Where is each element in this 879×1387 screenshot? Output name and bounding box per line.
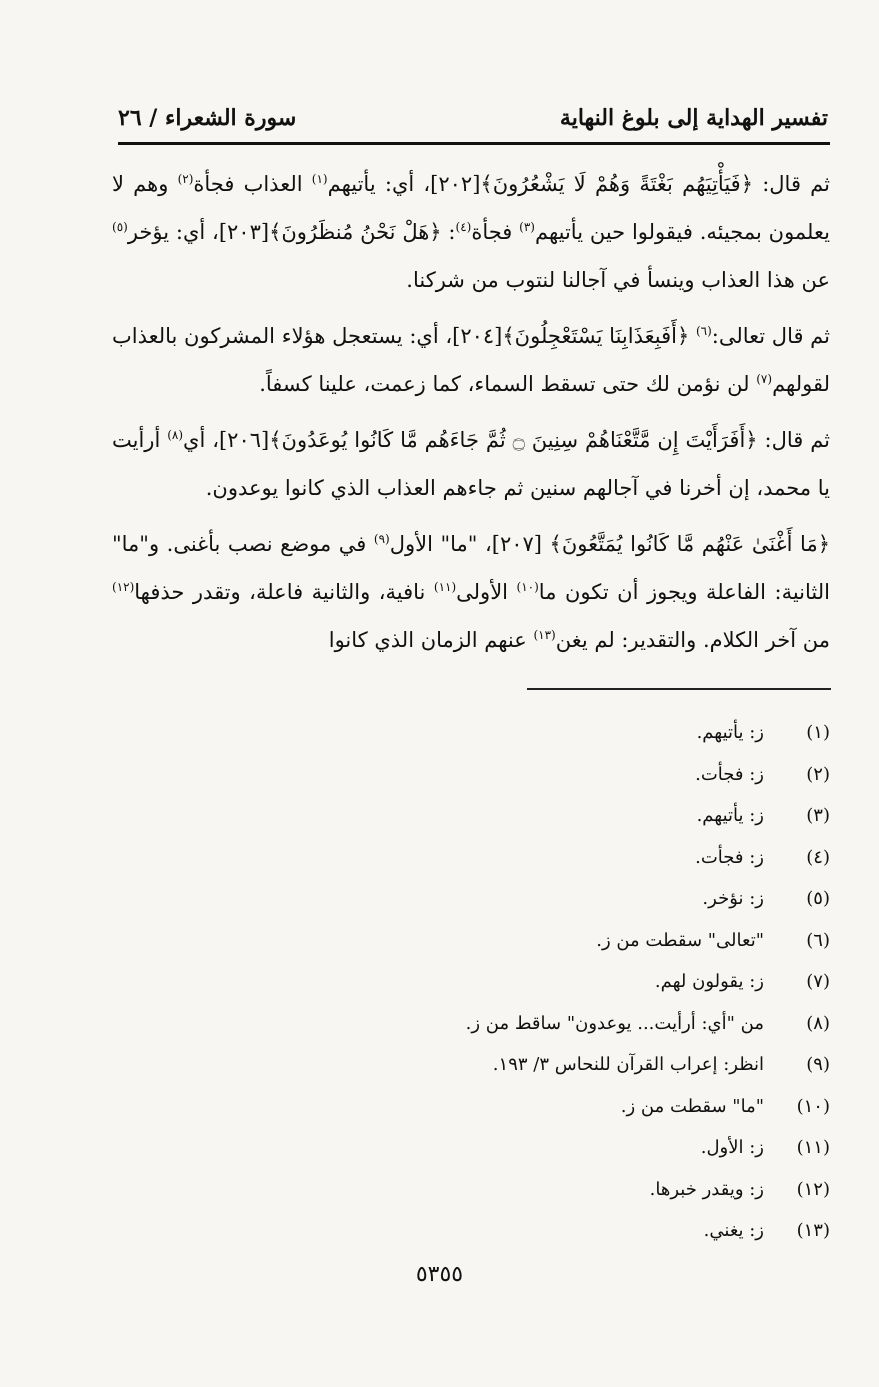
footnote-separator <box>527 688 831 690</box>
paragraph-1 <box>112 160 830 304</box>
text-run: ثم قال: <box>753 172 830 196</box>
footnote-number: (٨) <box>806 1012 830 1034</box>
footnote-ref[interactable]: (٦) <box>695 324 712 338</box>
footnote-number: (٤) <box>806 846 830 868</box>
footnote-number: (٩) <box>806 1054 830 1076</box>
footnote-item <box>300 1003 830 1045</box>
text-run: فجأة <box>471 220 520 244</box>
text-run: ثم قال تعالى: <box>711 324 830 348</box>
page-number: ٥٣٥٥ <box>415 1262 464 1287</box>
footnote-number: (١٠) <box>796 1095 830 1117</box>
footnote-text: ز: يغني. <box>703 1220 764 1242</box>
text-run: [٢٠٦]، أي <box>183 428 270 452</box>
text-run: من آخر الكلام. والتقدير: لم يغن <box>555 628 830 652</box>
footnote-item <box>300 754 830 796</box>
footnotes-list <box>300 712 830 1252</box>
footnote-number: (١٢) <box>796 1178 830 1200</box>
footnote-item <box>300 1210 830 1252</box>
text-run: الأولى <box>456 580 517 604</box>
main-text <box>112 160 830 672</box>
footnote-text: ز: يأتيهم. <box>696 805 764 827</box>
quran-verse: ﴿هَلْ نَحْنُ مُنظَرُونَ﴾ <box>269 220 442 244</box>
footnote-ref[interactable]: (٤) <box>455 220 472 234</box>
footnote-item <box>300 878 830 920</box>
text-run: [٢٠٢]، أي: يأتيهم <box>327 172 481 196</box>
footnote-number: (٢) <box>806 763 830 785</box>
footnote-item <box>300 1086 830 1128</box>
footnote-number: (٦) <box>806 929 830 951</box>
footnote-text: ز: يأتيهم. <box>696 722 764 744</box>
footnote-item <box>300 920 830 962</box>
footnote-text: "ما" سقطت من ز. <box>620 1095 764 1117</box>
text-run: نافية، والثانية فاعلة، وتقدر حذفها <box>134 580 434 604</box>
text-run: ثم قال: <box>757 428 831 452</box>
text-run: [٢٠٤]، أي: يستعجل هؤلاء المشركون بالعذاب لقولهم <box>111 324 830 396</box>
footnote-text: "تعالى" سقطت من ز. <box>596 929 764 951</box>
footnote-number: (٣) <box>806 805 830 827</box>
quran-verse: ﴿أَفَبِعَذَابِنَا يَسْتَعْجِلُونَ﴾ <box>502 324 696 348</box>
paragraph-4 <box>112 520 830 664</box>
text-run: أرأيت يا محمد، إن أخرنا في آجالهم سنين ثم جاءهم العذاب الذي كانوا يوعدون. <box>112 428 830 500</box>
footnote-ref[interactable]: (٣) <box>519 220 535 234</box>
footnote-item <box>300 961 830 1003</box>
footnote-item <box>300 712 830 754</box>
footnote-number: (٥) <box>806 888 830 910</box>
quran-verse: ﴿مَا أَغْنَىٰ عَنْهُم مَّا كَانُوا يُمَتَّعُونَ﴾ <box>549 532 830 556</box>
footnote-number: (١) <box>806 722 830 744</box>
footnote-text: ز: فجأت. <box>695 763 764 785</box>
surah-reference: سورة الشعراء / ٢٦ <box>118 105 297 131</box>
footnote-number: (٧) <box>806 971 830 993</box>
footnote-text: ز: الأول. <box>700 1137 764 1159</box>
text-run: [٢٠٧]، "ما" الأول <box>389 532 550 556</box>
text-run: في موضع نصب بأغنى. و"ما" الثانية: الفاعلة ويجوز أن تكون ما <box>112 532 830 604</box>
text-run: وهم لا يعلمون بمجيئه. فيقولوا حين يأتيهم <box>112 172 830 244</box>
book-title: تفسير الهداية إلى بلوغ النهاية <box>559 105 828 131</box>
footnote-ref[interactable]: (١١) <box>433 580 457 594</box>
text-run: عنهم الزمان الذي كانوا <box>328 628 534 652</box>
paragraph-2 <box>112 312 830 408</box>
header-rule <box>118 142 830 145</box>
footnote-item <box>300 1044 830 1086</box>
footnote-ref[interactable]: (٧) <box>756 372 773 386</box>
footnote-text: من "أي: أرأيت... يوعدون" ساقط من ز. <box>465 1012 764 1034</box>
footnote-ref[interactable]: (٢) <box>177 172 194 186</box>
footnote-ref[interactable]: (١٣) <box>533 628 556 642</box>
text-run: عن هذا العذاب وينسأ في آجالنا لنتوب من شركنا. <box>406 268 830 292</box>
text-run: [٢٠٣]، أي: يؤخر <box>127 220 270 244</box>
footnote-text: ز: فجأت. <box>695 846 764 868</box>
footnote-text: ز: ويقدر خبرها. <box>649 1178 764 1200</box>
footnote-ref[interactable]: (٩) <box>373 532 390 546</box>
text-run: : <box>441 220 456 244</box>
quran-verse: ﴿فَيَأْتِيَهُم بَغْتَةً وَهُمْ لَا يَشْعُرُونَ﴾ <box>480 172 754 196</box>
footnote-number: (١١) <box>796 1137 830 1159</box>
footnote-item <box>300 795 830 837</box>
running-header <box>118 96 828 140</box>
paragraph-3 <box>112 416 830 512</box>
footnote-item <box>300 837 830 879</box>
footnote-ref[interactable]: (١٠) <box>516 580 539 594</box>
footnote-number: (١٣) <box>796 1220 830 1242</box>
footnote-ref[interactable]: (٥) <box>112 220 128 234</box>
text-run: العذاب فجأة <box>193 172 312 196</box>
quran-verse: ﴿أَفَرَأَيْتَ إِن مَّتَّعْنَاهُمْ سِنِينَ ۝ ثُمَّ جَاءَهُم مَّا كَانُوا يُوعَدُونَ﴾ <box>269 428 758 452</box>
footnote-ref[interactable]: (١) <box>311 172 328 186</box>
footnote-item <box>300 1127 830 1169</box>
footnote-item <box>300 1169 830 1211</box>
text-run: لن نؤمن لك حتى تسقط السماء، كما زعمت، علينا كسفاً. <box>259 372 757 396</box>
footnote-ref[interactable]: (١٢) <box>112 580 135 594</box>
footnote-text: ز: نؤخر. <box>702 888 764 910</box>
footnote-text: ز: يقولون لهم. <box>654 971 764 993</box>
footnote-text: انظر: إعراب القرآن للنحاس ٣/ ١٩٣. <box>492 1054 764 1076</box>
footnote-ref[interactable]: (٨) <box>167 428 184 442</box>
